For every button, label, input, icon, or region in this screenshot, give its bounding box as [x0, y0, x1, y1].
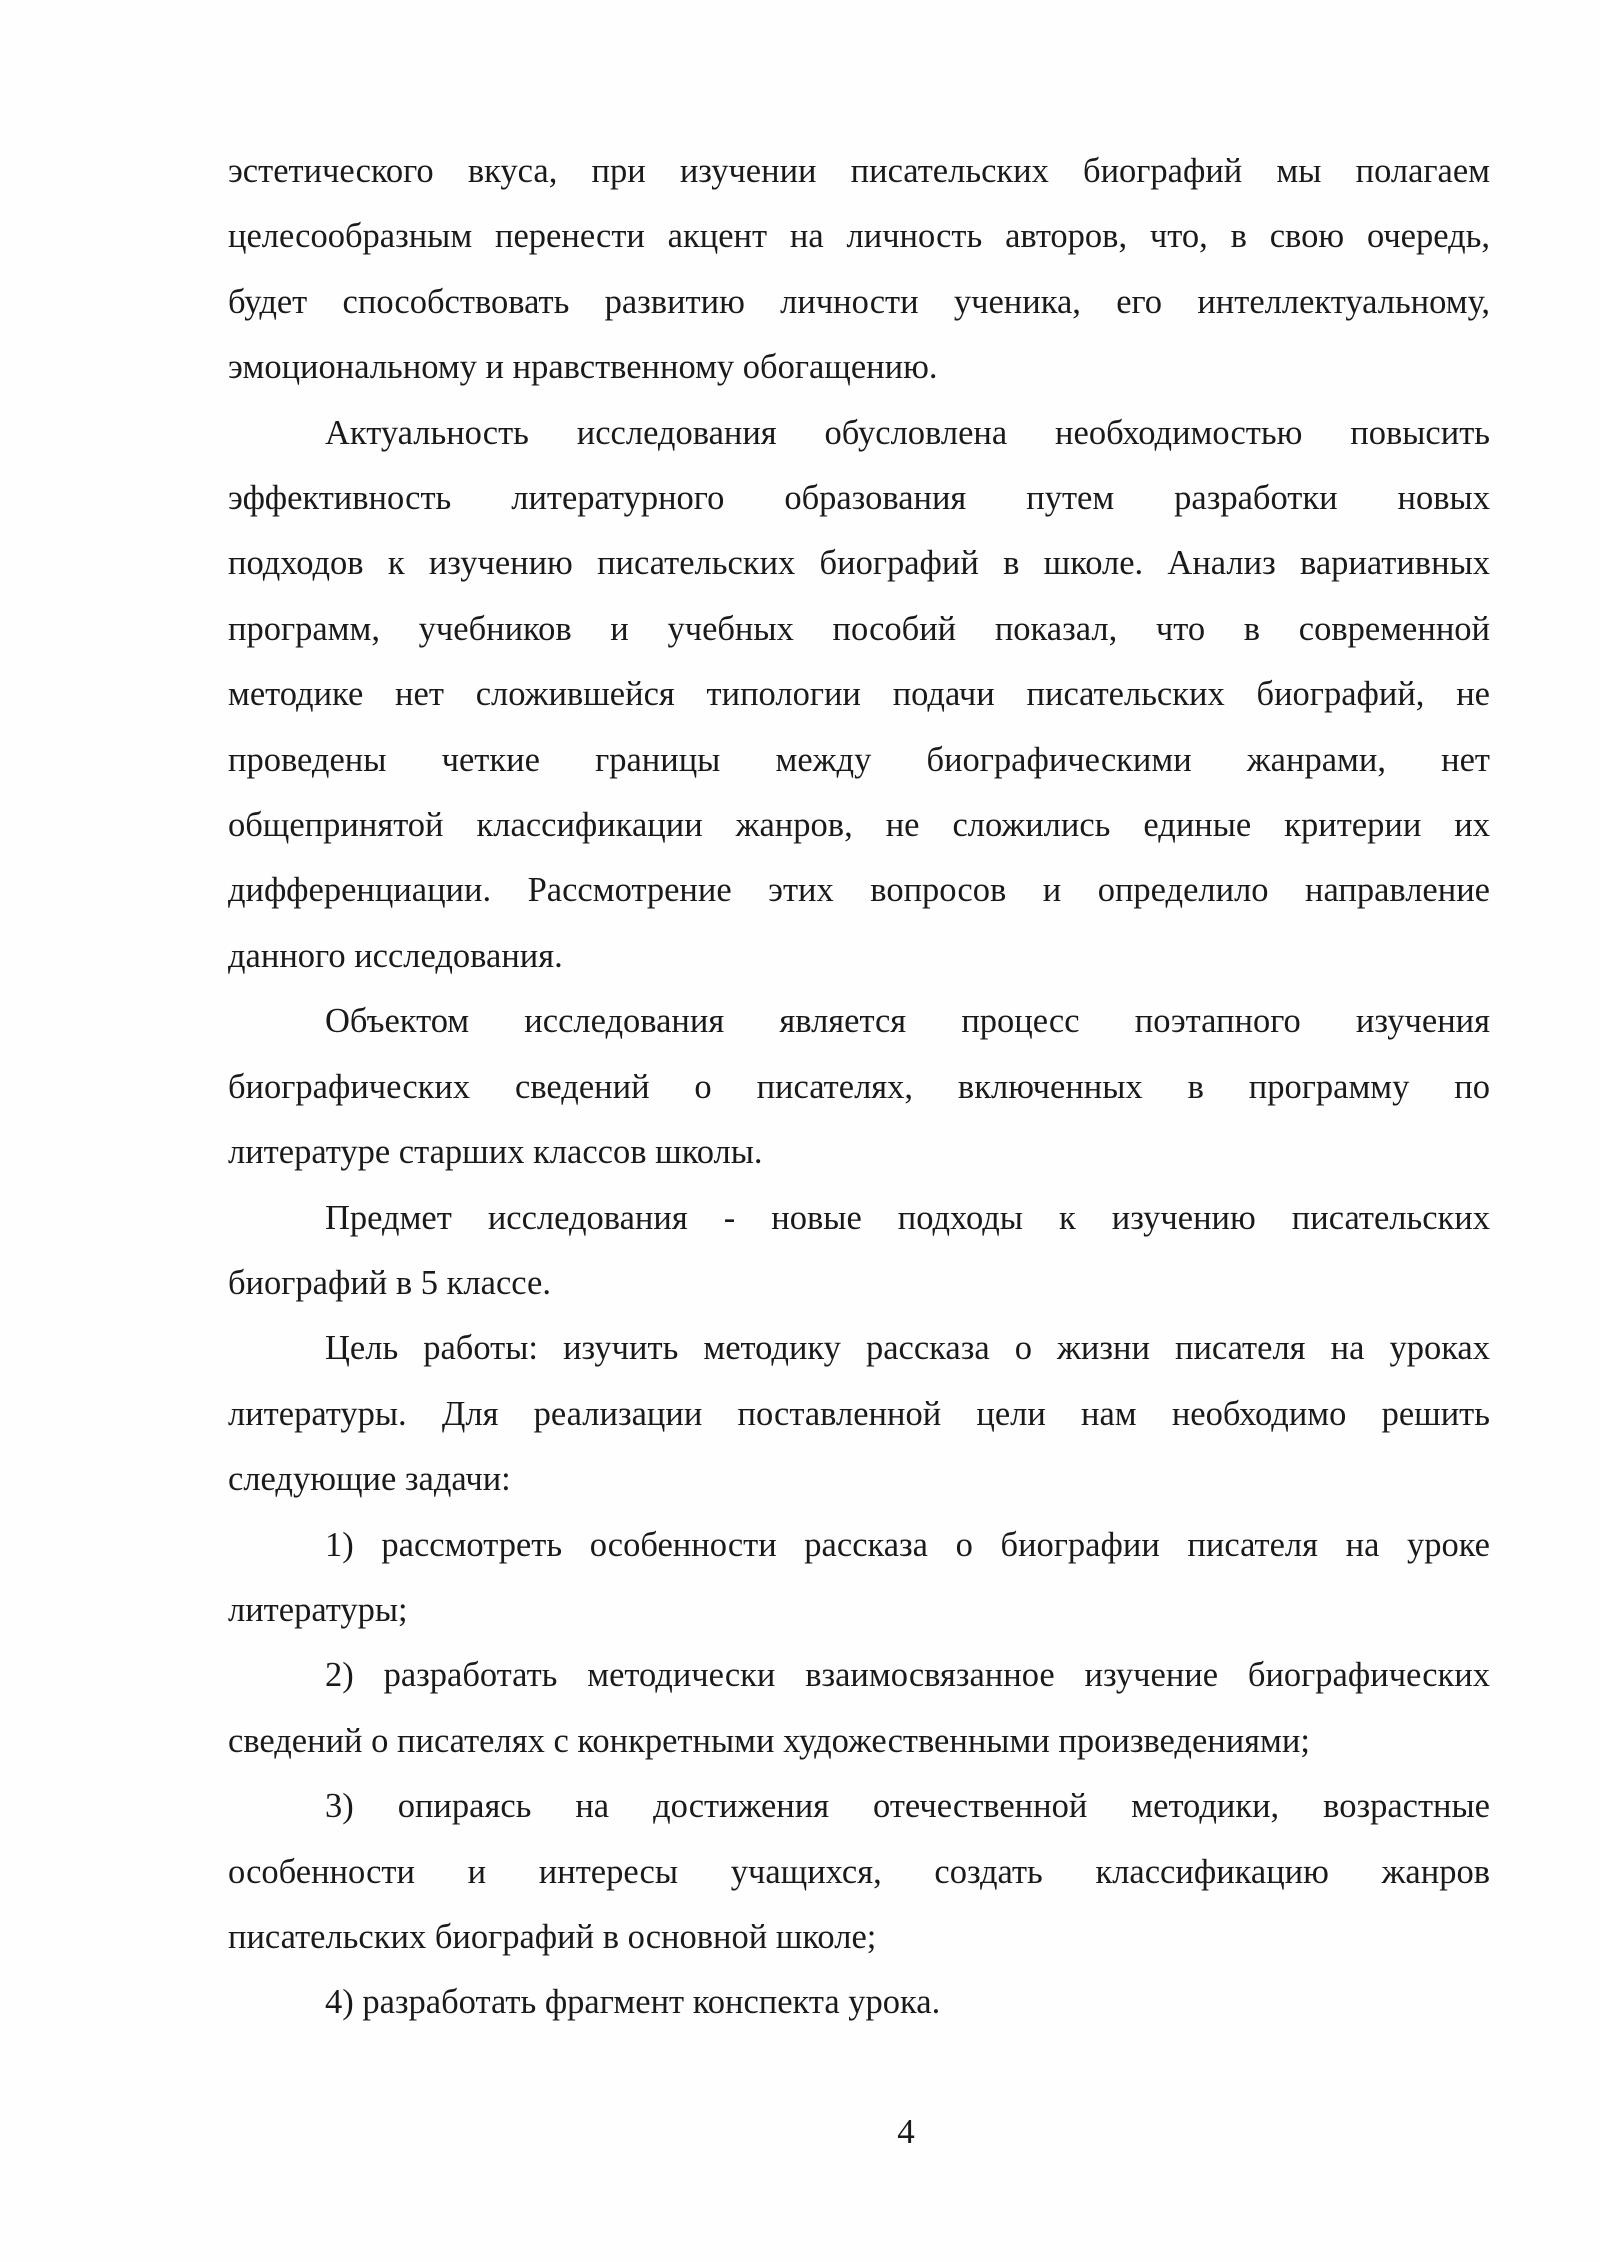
body-text	[228, 139, 1490, 2036]
text-line: дифференциации. Рассмотрение этих вопросов и определило направление	[228, 871, 1490, 910]
text-line: 3) опираясь на достижения отечественной методики, возрастные	[325, 1787, 1490, 1826]
text-line: сведений о писателях с конкретными художественными произведениями;	[228, 1721, 1310, 1760]
text-line: подходов к изучению писательских биографий в школе. Анализ вариативных	[228, 544, 1490, 583]
text-line: эффективность литературного образования путем разработки новых	[228, 479, 1490, 518]
paragraph	[228, 1774, 1490, 1970]
paragraph	[228, 1513, 1490, 1644]
text-line: биографических сведений о писателях, включенных в программу по	[228, 1067, 1490, 1106]
text-line: литературы. Для реализации поставленной цели нам необходимо решить	[228, 1394, 1490, 1433]
text-line: литературе старших классов школы.	[228, 1133, 763, 1172]
paragraph	[228, 1970, 1490, 2035]
text-line: следующие задачи:	[228, 1460, 511, 1499]
paragraph	[228, 1316, 1490, 1512]
text-line: будет способствовать развитию личности ученика, его интеллектуальному,	[228, 282, 1490, 321]
text-line: биографий в 5 классе.	[228, 1263, 551, 1302]
page-number: 4	[897, 2112, 915, 2151]
text-line: Предмет исследования - новые подходы к изучению писательских	[325, 1198, 1490, 1237]
text-line: эмоциональному и нравственному обогащению.	[228, 348, 938, 387]
text-line: целесообразным перенести акцент на личность авторов, что, в свою очередь,	[228, 217, 1490, 256]
paragraph	[228, 401, 1490, 990]
text-line: литературы;	[228, 1590, 408, 1629]
text-line: особенности и интересы учащихся, создать классификацию жанров	[228, 1852, 1490, 1891]
text-line: общепринятой классификации жанров, не сложились единые критерии их	[228, 806, 1490, 845]
text-line: 2) разработать методически взаимосвязанное изучение биографических	[325, 1656, 1490, 1695]
text-line: Объектом исследования является процесс поэтапного изучения	[325, 1002, 1490, 1041]
paragraph	[228, 139, 1490, 401]
paragraph	[228, 989, 1490, 1185]
text-line: Актуальность исследования обусловлена необходимостью повысить	[325, 413, 1490, 452]
text-line: данного исследования.	[228, 936, 563, 975]
text-line: 4) разработать фрагмент конспекта урока.	[325, 1983, 941, 2022]
text-line: Цель работы: изучить методику рассказа о жизни писателя на уроках	[325, 1329, 1490, 1368]
paragraph	[228, 1186, 1490, 1317]
text-line: писательских биографий в основной школе;	[228, 1917, 877, 1956]
text-line: 1) рассмотреть особенности рассказа о биографии писателя на уроке	[325, 1525, 1490, 1564]
text-line: эстетического вкуса, при изучении писательских биографий мы полагаем	[228, 152, 1490, 190]
text-line: программ, учебников и учебных пособий показал, что в современной	[228, 609, 1490, 648]
text-line: методике нет сложившейся типологии подачи писательских биографий, не	[228, 675, 1490, 714]
paragraph	[228, 1643, 1490, 1774]
text-line: проведены четкие границы между биографическими жанрами, нет	[228, 740, 1490, 779]
